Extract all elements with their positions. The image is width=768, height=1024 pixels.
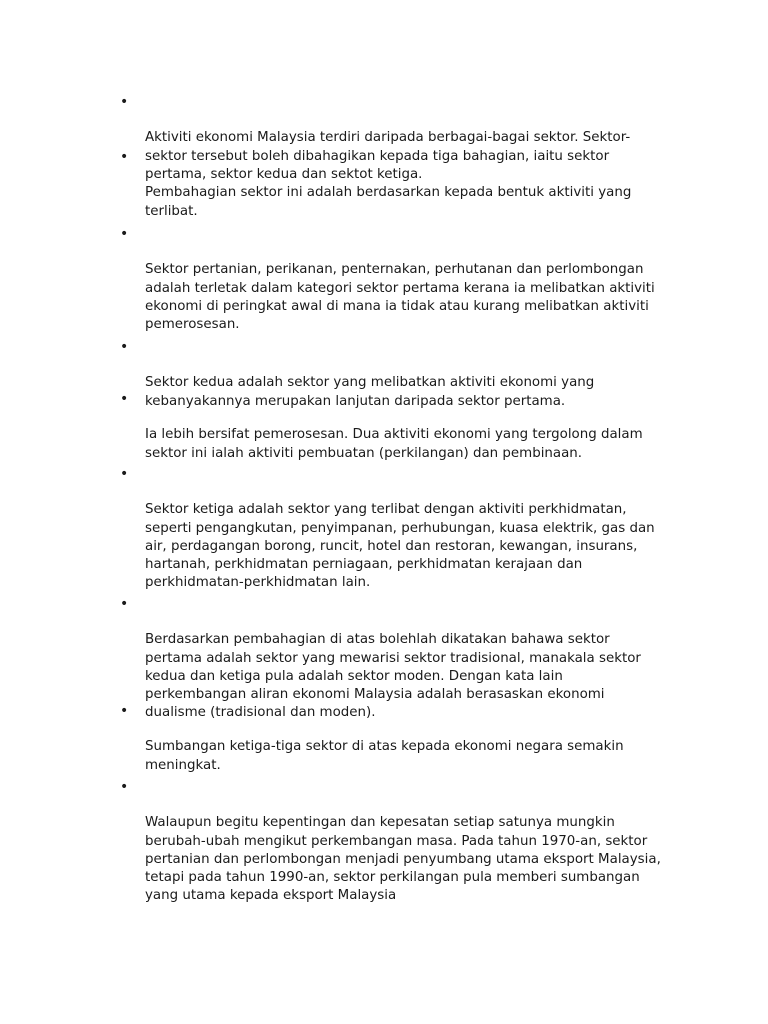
list-item bbox=[120, 702, 685, 775]
bullet-icon: • bbox=[120, 596, 129, 612]
paragraph-text: Walaupun begitu kepentingan dan kepesatan setiap satunya mungkin berubah-ubah mengikut perkembangan masa. Pada tahun 1970-an, sektor pertanian dan perlombongan menjadi penyumbang utama eksport Malaysia, tetapi pada tahun 1990-an, sektor perkilangan pula memberi sumbangan yang utama kepada eksport Malaysia bbox=[145, 815, 661, 904]
bullet-icon: • bbox=[120, 339, 129, 355]
bullet-icon: • bbox=[120, 466, 129, 482]
bullet-icon: • bbox=[120, 391, 129, 407]
paragraph-text: Pembahagian sektor ini adalah berdasarkan kepada bentuk aktiviti yang terlibat. bbox=[145, 185, 632, 219]
list-item bbox=[120, 390, 685, 463]
list-item bbox=[120, 778, 685, 905]
paragraph-text: Ia lebih bersifat pemerosesan. Dua aktiviti ekonomi yang tergolong dalam sektor ini ialah aktiviti pembuatan (perkilangan) dan pembinaan. bbox=[145, 427, 643, 461]
bullet-icon: • bbox=[120, 703, 129, 719]
paragraph-text: Sektor ketiga adalah sektor yang terlibat dengan aktiviti perkhidmatan, seperti pengangkutan, penyimpanan, perhubungan, kuasa elektrik, gas dan air, perdagangan borong, runcit, hotel dan restoran, kewangan, insurans, hartanah, perkhidmatan perniagaan, perkhidmatan kerajaan dan perkhidmatan-perkhidmatan lain. bbox=[145, 502, 655, 591]
bullet-icon: • bbox=[120, 779, 129, 795]
paragraph-text: Sektor kedua adalah sektor yang melibatkan aktiviti ekonomi yang kebanyakannya merupakan lanjutan daripada sektor pertama. bbox=[145, 375, 595, 409]
list-item bbox=[120, 148, 685, 221]
paragraph-text: Sektor pertanian, perikanan, penternakan, perhutanan dan perlombongan adalah terletak dalam kategori sektor pertama kerana ia melibatkan aktiviti ekonomi di peringkat awal di mana ia tidak atau kurang melibatkan aktiviti pemerosesan. bbox=[145, 262, 655, 333]
list-item bbox=[120, 465, 685, 592]
bullet-icon: • bbox=[120, 226, 129, 242]
bullet-icon: • bbox=[120, 149, 129, 165]
paragraph-text: Aktiviti ekonomi Malaysia terdiri daripada berbagai-bagai sektor. Sektor- sektor tersebut boleh dibahagikan kepada tiga bahagian, iaitu sektor pertama, sektor kedua dan sektot ketiga. bbox=[145, 130, 631, 182]
list-item bbox=[120, 225, 685, 334]
paragraph-text: Sumbangan ketiga-tiga sektor di atas kepada ekonomi negara semakin meningkat. bbox=[145, 739, 624, 773]
bullet-icon: • bbox=[120, 94, 129, 110]
paragraph-text: Berdasarkan pembahagian di atas bolehlah dikatakan bahawa sektor pertama adalah sektor yang mewarisi sektor tradisional, manakala sektor kedua dan ketiga pula adalah sektor moden. Dengan kata lain perkembangan aliran ekonomi Malaysia adalah berasaskan ekonomi dualisme (tradisional dan moden). bbox=[145, 632, 641, 721]
